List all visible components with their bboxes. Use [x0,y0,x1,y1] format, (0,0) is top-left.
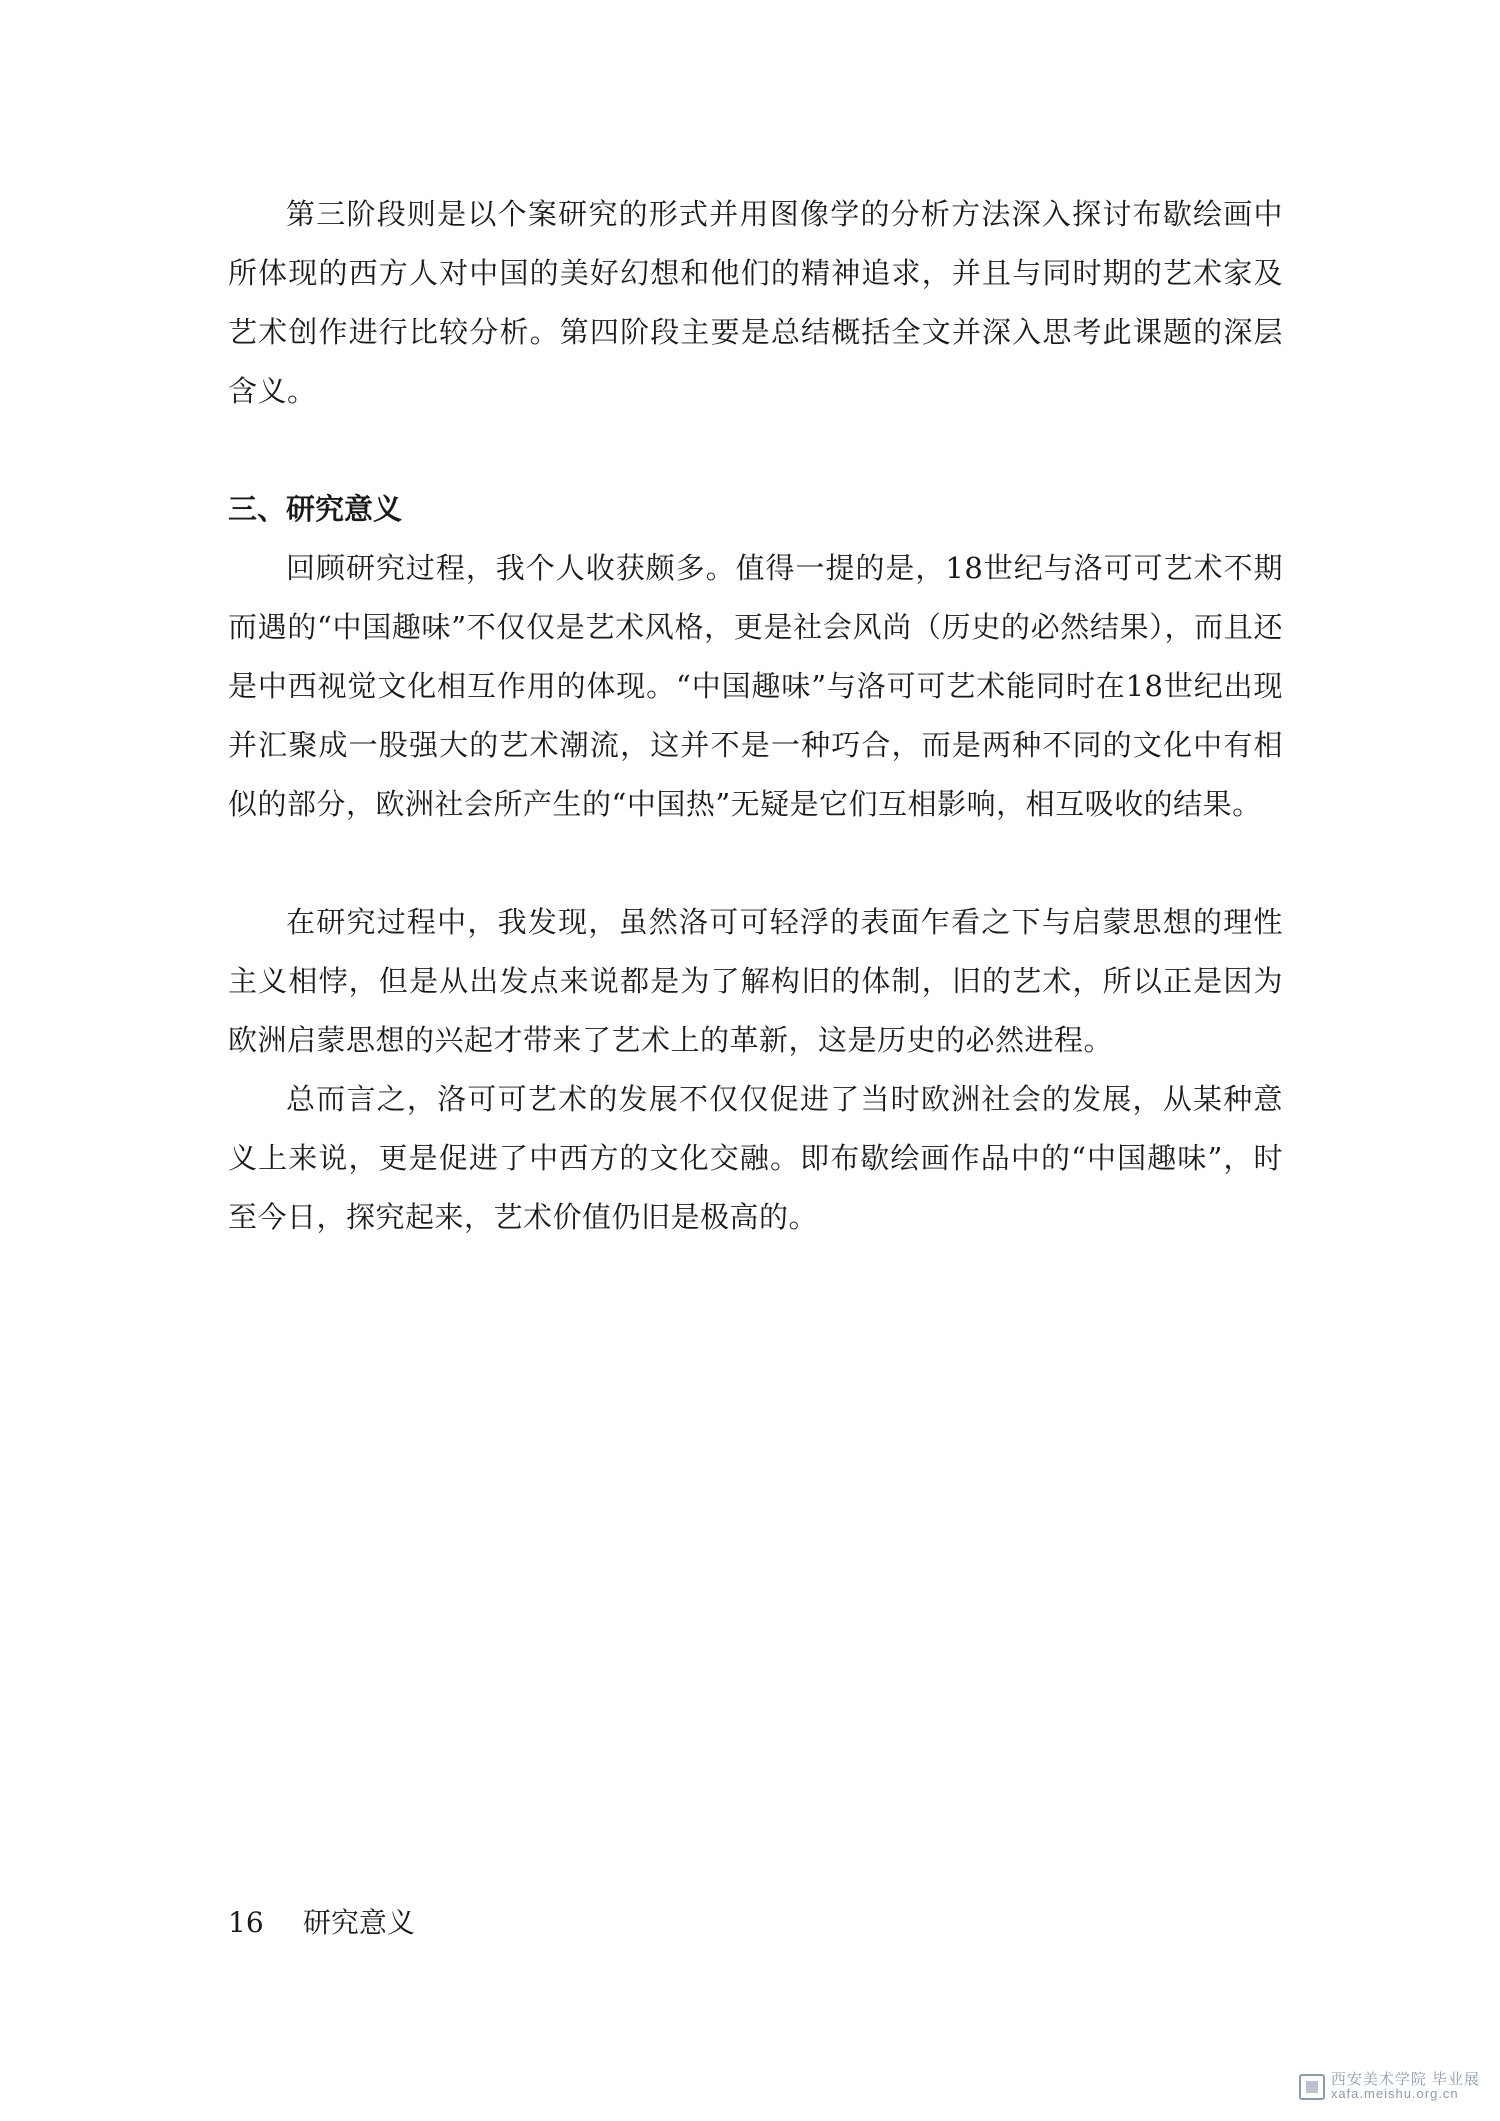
paragraph-conclusion: 总而言之，洛可可艺术的发展不仅仅促进了当时欧洲社会的发展，从某种意义上来说，更是促进了中西方的文化交融。即布歇绘画作品中的“中国趣味”，时至今日，探究起来，艺术价值仍旧是极高的。 [228,1082,1283,1234]
paragraph-research-findings: 在研究过程中，我发现，虽然洛可可轻浮的表面乍看之下与启蒙思想的理性主义相悖，但是从出发点来说都是为了解构旧的体制，旧的艺术，所以正是因为欧洲启蒙思想的兴起才带来了艺术上的革新，这是历史的必然进程。 [228,905,1283,1057]
section-heading: 三、研究意义 [228,492,403,526]
page-number: 16 [228,1906,264,1939]
academy-logo-icon [1299,2074,1325,2100]
paragraph-research-reflection: 回顾研究过程，我个人收获颇多。值得一提的是，18世纪与洛可可艺术不期而遇的“中国趣味”不仅仅是艺术风格，更是社会风尚（历史的必然结果），而且还是中西视觉文化相互作用的体现。“中国趣味”与洛可可艺术能同时在18世纪出现并汇聚成一股强大的艺术潮流，这并不是一种巧合，而是两种不同的文化中有相似的部分，欧洲社会所产生的“中国热”无疑是它们互相影响，相互吸收的结果。 [228,551,1283,821]
watermark [1299,2073,1480,2101]
watermark-url: xafa.meishu.org.cn [1330,2086,1459,2101]
paragraph-research-stages: 第三阶段则是以个案研究的形式并用图像学的分析方法深入探讨布歇绘画中所体现的西方人对中国的美好幻想和他们的精神追求，并且与同时期的艺术家及艺术创作进行比较分析。第四阶段主要是总结概括全文并深入思考此课题的深层含义。 [228,197,1283,408]
page-footer [228,1903,415,1943]
running-title: 研究意义 [302,1906,415,1939]
watermark-name: 西安美术学院 毕业展 [1330,2071,1480,2088]
